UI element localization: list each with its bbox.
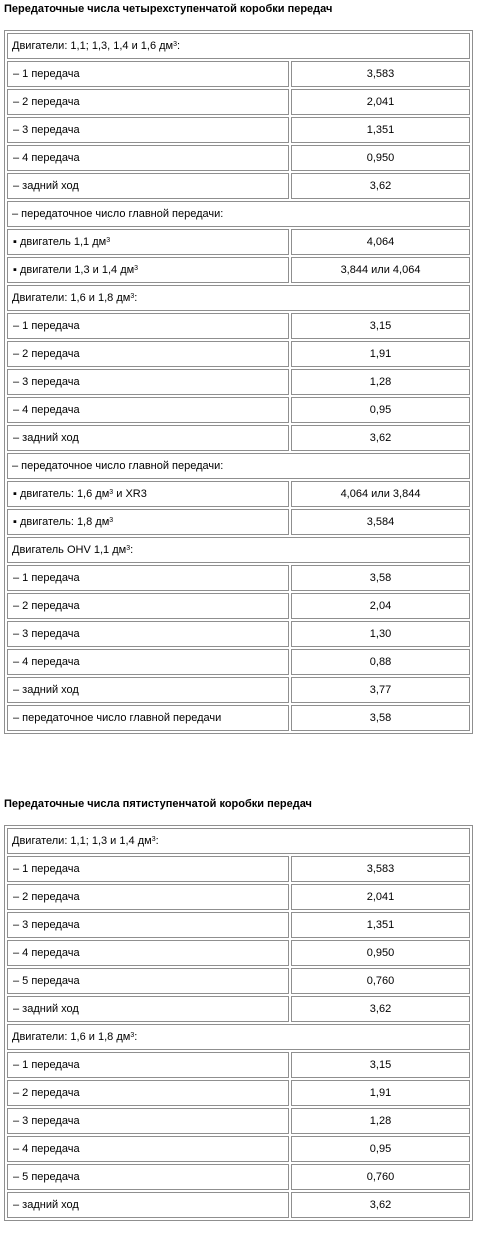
ratio-value-cell: 3,62	[291, 173, 470, 199]
ratio-value-cell: 3,62	[291, 425, 470, 451]
table-row	[7, 1052, 470, 1078]
parameter-label-cell	[7, 145, 289, 171]
ratio-value-cell: 1,30	[291, 621, 470, 647]
parameter-label: – 3 передача	[13, 123, 80, 136]
group-header-cell	[7, 285, 470, 311]
parameter-label: – задний ход	[13, 179, 79, 192]
ratio-value-cell: 0,88	[291, 649, 470, 675]
ratio-value-cell: 1,28	[291, 1108, 470, 1134]
unit-superscript: 3	[106, 236, 111, 244]
parameter-label: – 5 передача	[13, 1170, 80, 1183]
table-row	[7, 425, 470, 451]
group-header-cell	[7, 33, 470, 59]
unit-superscript: 3	[130, 1031, 135, 1039]
group-header-cell	[7, 1024, 470, 1050]
parameter-label: – 1 передача	[13, 862, 80, 875]
table-row	[7, 145, 470, 171]
parameter-label-cell	[7, 1052, 289, 1078]
five-speed-heading: Передаточные числа пятиступенчатой коробки передач	[4, 798, 312, 810]
ratio-value-cell: 1,91	[291, 1080, 470, 1106]
table-row	[7, 1108, 470, 1134]
parameter-label-cell	[7, 968, 289, 994]
table-row	[7, 884, 470, 910]
parameter-label-cell	[7, 397, 289, 423]
table-row	[7, 996, 470, 1022]
parameter-label: Двигатели: 1,6 и 1,8 дм	[12, 291, 131, 304]
label-suffix: и XR3	[113, 487, 147, 500]
group-header-row	[7, 453, 470, 479]
table-row	[7, 1080, 470, 1106]
ratio-value-cell: 4,064	[291, 229, 470, 255]
table-row	[7, 61, 470, 87]
group-header-cell	[7, 828, 470, 854]
parameter-label: – 3 передача	[13, 627, 80, 640]
ratio-value-cell: 3,62	[291, 996, 470, 1022]
parameter-label: ▪ двигатели 1,3 и 1,4 дм	[13, 263, 135, 276]
parameter-label-cell	[7, 61, 289, 87]
ratio-value-cell: 0,95	[291, 397, 470, 423]
table-row	[7, 257, 470, 283]
table-row	[7, 1136, 470, 1162]
table-row	[7, 565, 470, 591]
parameter-label-cell	[7, 1136, 289, 1162]
parameter-label: – передаточное число главной передачи:	[12, 459, 224, 472]
table-row	[7, 397, 470, 423]
parameter-label: – 4 передача	[13, 1142, 80, 1155]
ratio-value-cell: 3,58	[291, 705, 470, 731]
label-suffix: :	[134, 291, 138, 304]
parameter-label-cell	[7, 341, 289, 367]
ratio-value-cell: 3,584	[291, 509, 470, 535]
label-suffix: :	[177, 39, 181, 52]
ratio-value-cell: 3,844 или 4,064	[291, 257, 470, 283]
ratio-value-cell: 2,041	[291, 884, 470, 910]
unit-superscript: 3	[134, 264, 139, 272]
group-header-row	[7, 537, 470, 563]
parameter-label-cell	[7, 257, 289, 283]
table-row	[7, 912, 470, 938]
ratio-value-cell: 1,351	[291, 117, 470, 143]
ratio-value-cell: 3,583	[291, 856, 470, 882]
parameter-label-cell	[7, 677, 289, 703]
parameter-label-cell	[7, 313, 289, 339]
table-row	[7, 509, 470, 535]
ratio-value-cell: 4,064 или 3,844	[291, 481, 470, 507]
four-speed-ratio-rows	[7, 33, 470, 731]
parameter-label-cell	[7, 369, 289, 395]
table-row	[7, 968, 470, 994]
parameter-label: Двигатели: 1,1; 1,3 и 1,4 дм	[12, 834, 152, 847]
parameter-label: – 5 передача	[13, 974, 80, 987]
label-suffix: :	[155, 834, 159, 847]
parameter-label: – 3 передача	[13, 918, 80, 931]
five-speed-ratio-table	[4, 825, 473, 1221]
parameter-label: – задний ход	[13, 683, 79, 696]
table-row	[7, 856, 470, 882]
parameter-label: – задний ход	[13, 431, 79, 444]
parameter-label-cell	[7, 856, 289, 882]
ratio-value-cell: 3,62	[291, 1192, 470, 1218]
group-header-cell	[7, 201, 470, 227]
parameter-label: – 2 передача	[13, 599, 80, 612]
parameter-label-cell	[7, 912, 289, 938]
parameter-label: – 4 передача	[13, 655, 80, 668]
four-speed-heading: Передаточные числа четырехступенчатой коробки передач	[4, 3, 333, 15]
parameter-label-cell	[7, 705, 289, 731]
parameter-label-cell	[7, 565, 289, 591]
ratio-value-cell: 0,950	[291, 145, 470, 171]
parameter-label: – задний ход	[13, 1002, 79, 1015]
parameter-label: Двигатели: 1,1; 1,3, 1,4 и 1,6 дм	[12, 39, 174, 52]
ratio-value-cell: 0,760	[291, 968, 470, 994]
five-speed-ratio-rows	[7, 828, 470, 1218]
unit-superscript: 3	[130, 292, 135, 300]
parameter-label: – 1 передача	[13, 319, 80, 332]
parameter-label: – задний ход	[13, 1198, 79, 1211]
ratio-value-cell: 3,77	[291, 677, 470, 703]
parameter-label-cell	[7, 1192, 289, 1218]
parameter-label-cell	[7, 1164, 289, 1190]
parameter-label: – 3 передача	[13, 375, 80, 388]
parameter-label: ▪ двигатель: 1,8 дм	[13, 515, 110, 528]
ratio-value-cell: 0,95	[291, 1136, 470, 1162]
parameter-label: – 4 передача	[13, 403, 80, 416]
group-header-row	[7, 285, 470, 311]
table-row	[7, 677, 470, 703]
parameter-label: ▪ двигатель 1,1 дм	[13, 235, 107, 248]
group-header-cell	[7, 537, 470, 563]
parameter-label-cell	[7, 481, 289, 507]
ratio-value-cell: 3,15	[291, 313, 470, 339]
parameter-label: – 1 передача	[13, 1058, 80, 1071]
parameter-label: – передаточное число главной передачи:	[12, 207, 224, 220]
parameter-label: – 4 передача	[13, 151, 80, 164]
ratio-value-cell: 3,15	[291, 1052, 470, 1078]
table-row	[7, 649, 470, 675]
ratio-value-cell: 2,04	[291, 593, 470, 619]
table-row	[7, 621, 470, 647]
parameter-label: – 1 передача	[13, 67, 80, 80]
parameter-label: – 2 передача	[13, 1086, 80, 1099]
parameter-label: – 1 передача	[13, 571, 80, 584]
parameter-label: Двигатель OHV 1,1 дм	[12, 543, 127, 556]
label-suffix: :	[130, 543, 134, 556]
ratio-value-cell: 3,583	[291, 61, 470, 87]
parameter-label-cell	[7, 229, 289, 255]
parameter-label: – 2 передача	[13, 95, 80, 108]
unit-superscript: 3	[109, 516, 114, 524]
parameter-label: – 2 передача	[13, 347, 80, 360]
table-row	[7, 940, 470, 966]
table-row	[7, 1192, 470, 1218]
parameter-label-cell	[7, 117, 289, 143]
table-row	[7, 481, 470, 507]
parameter-label-cell	[7, 884, 289, 910]
parameter-label: Двигатели: 1,6 и 1,8 дм	[12, 1030, 131, 1043]
four-speed-ratio-table	[4, 30, 473, 734]
group-header-row	[7, 828, 470, 854]
table-row	[7, 229, 470, 255]
parameter-label-cell	[7, 1080, 289, 1106]
group-header-row	[7, 33, 470, 59]
unit-superscript: 3	[173, 40, 178, 48]
ratio-value-cell: 2,041	[291, 89, 470, 115]
parameter-label-cell	[7, 173, 289, 199]
unit-superscript: 3	[126, 544, 131, 552]
table-row	[7, 173, 470, 199]
parameter-label-cell	[7, 621, 289, 647]
ratio-value-cell: 0,950	[291, 940, 470, 966]
group-header-row	[7, 201, 470, 227]
ratio-value-cell: 1,91	[291, 341, 470, 367]
ratio-value-cell: 3,58	[291, 565, 470, 591]
ratio-value-cell: 1,28	[291, 369, 470, 395]
unit-superscript: 3	[109, 488, 114, 496]
table-row	[7, 341, 470, 367]
parameter-label-cell	[7, 1108, 289, 1134]
label-suffix: :	[134, 1030, 138, 1043]
parameter-label-cell	[7, 593, 289, 619]
table-row	[7, 705, 470, 731]
parameter-label-cell	[7, 89, 289, 115]
ratio-value-cell: 0,760	[291, 1164, 470, 1190]
table-row	[7, 1164, 470, 1190]
table-row	[7, 369, 470, 395]
unit-superscript: 3	[151, 835, 156, 843]
table-row	[7, 313, 470, 339]
table-row	[7, 117, 470, 143]
table-row	[7, 89, 470, 115]
group-header-row	[7, 1024, 470, 1050]
ratio-value-cell: 1,351	[291, 912, 470, 938]
parameter-label-cell	[7, 509, 289, 535]
parameter-label: ▪ двигатель: 1,6 дм	[13, 487, 110, 500]
parameter-label: – 2 передача	[13, 890, 80, 903]
parameter-label: – 3 передача	[13, 1114, 80, 1127]
parameter-label-cell	[7, 940, 289, 966]
parameter-label-cell	[7, 996, 289, 1022]
parameter-label-cell	[7, 425, 289, 451]
group-header-cell	[7, 453, 470, 479]
parameter-label-cell	[7, 649, 289, 675]
table-row	[7, 593, 470, 619]
parameter-label: – передаточное число главной передачи	[13, 711, 222, 724]
parameter-label: – 4 передача	[13, 946, 80, 959]
